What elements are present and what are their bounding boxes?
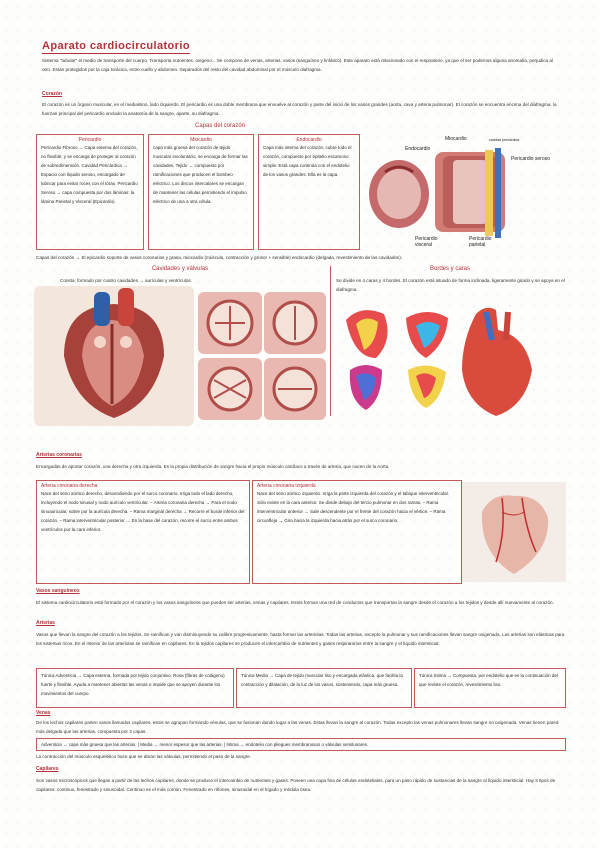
vasos-heading: Vasos sanguíneos bbox=[36, 588, 80, 594]
venas-text: De los lechos capilares parten vasos llamados capilares, estos se agrupan formando vénulas, que se fusionan dando lugar a las venas. Estas llevan la sangre al corazón. Todas excepto las venas pulmonares llevan sangre no oxigenada. Venas tienen pared más delgada que las arterias, compuesta por 3 capas. bbox=[36, 720, 559, 735]
capilares-heading: Capilares bbox=[36, 766, 59, 772]
cavidades-title: Cavidades y válvulas bbox=[151, 266, 209, 272]
arterias-text: Vasos que llevan la sangre del corazón a los tejidos. Se ramifican y van disminuyendo su calibre progresivamente, hasta formar las arteriolas. Todas las arterias, excepto la pulmonar y sus ramificaciones llevan sangre oxigenada. Las arterias son elásticas para los sistemas ricos. En el interior de las arteriolas se ramifican en capilares. En la tejidos capilares se producen el intercambio de nutrientes y gases respiratorios entre la sangre y el líquido intersticial. bbox=[36, 632, 565, 647]
tunica-intima-box bbox=[414, 668, 566, 708]
tunica-adventicia-box bbox=[36, 668, 234, 708]
heart-section-icon bbox=[34, 286, 194, 426]
pericardio-heading: Pericardio bbox=[78, 137, 102, 143]
heart-section-figure bbox=[34, 286, 194, 426]
coronaria-derecha-box bbox=[36, 480, 250, 584]
valves-image-2 bbox=[264, 292, 326, 354]
label-endocardio: Endocardio bbox=[405, 146, 431, 152]
tunica-adventicia-text: Túnica Adventicia → Capa externa, formada por tejido conjuntivo. Rosa (fibras de colágeno) fuerte y flexible. Ayuda a mantener abiertas las venas e impide que se apoyen durante los movimientos del cuerpo. bbox=[41, 673, 225, 696]
tunica-media-box bbox=[236, 668, 412, 708]
coronary-heart-icon bbox=[462, 482, 566, 582]
heart-faces-figure bbox=[336, 300, 566, 420]
label-miocardio: Miocardio bbox=[445, 136, 467, 142]
capilares-text: Son vasos microscópicos que llegan a partir de las lechos capilares, donde se produce el intercambio de nutrientes y gases. Poseen una capa fina de células endoteliales, para un paso rápido de sustancias de la sangre al líquido intersticial. Hay 3 tipos de capilares: continuo, fenestrado y sinusoidal. Continuo es el más común. Fenestrado en riñones, sinusoidal en el hígado y médula ósea. bbox=[36, 778, 556, 793]
arterias-coronarias-text: Encargadas de aportar corazón, una derecha y otra izquierda. Es la propia distribución de sangre hacia el propio músculo cardíaco a través de arteria, que nacen de la Aorta. bbox=[36, 464, 390, 469]
valve-icon bbox=[198, 358, 262, 420]
heart-layers-icon bbox=[365, 132, 565, 254]
coronaria-izquierda-heading: Arteria coronaria izquierda bbox=[257, 483, 316, 489]
arterias-heading: Arterias bbox=[36, 620, 55, 626]
venas-capas-row bbox=[36, 738, 566, 751]
label-cavidad: cavidad pericárdica bbox=[489, 138, 520, 142]
corazon-paragraph: El corazón es un órgano muscular, en el mediastino, lado izquierdo. El pericardio es una doble membrana que envuelve al corazón y parte del inicio de los vasos grandes (aorta, cava y arteria pulmonar). El corazón se encuentra encima del diafragma, la fuerzan principal del pericardio anclado la anatomía de la sangre, aparte, su diafragma. bbox=[42, 102, 557, 117]
endocardio-heading: Endocardio bbox=[296, 137, 322, 143]
capas-title: Capas del corazón bbox=[194, 123, 246, 129]
capas-footer: Capas del corazón → El epicardio soporte de vasos coronarios y grasa, miocardio (músculo, contracción y grosor + sensible) endocardio (delgada, revestimiento de las cavidades). bbox=[36, 255, 403, 260]
tunica-media-text: Túnica Media → Capa de tejido muscular liso y encargada elástica, que facilita la contracción y dilatación, de la luz de los vasos, sosteniendo, capa más gruesa. bbox=[241, 673, 403, 687]
label-pericardio-visceral: Pericardio visceral bbox=[415, 236, 438, 248]
arterias-coronarias-heading: Arterias coronarias bbox=[36, 452, 82, 458]
endocardio-box bbox=[258, 134, 360, 250]
valve-icon bbox=[264, 292, 326, 354]
cavidades-text: Consta, formado por cuatro cavidades → aurículas y ventrículos. bbox=[60, 278, 193, 283]
section-divider bbox=[330, 266, 331, 416]
pericardio-text: Pericardio Fibroso → Capa externa del corazón, no flexible, y se encarga de proteger al corazón de sobredimensión. Cavidad Pericárdica → Espacio con líquido seroso, encargado de lubricar para evitar roces con el tórax. Pericardio Seroso → capa compuesta por dos láminas: la lámina Parietal y Visceral (Epicardio). bbox=[41, 145, 138, 204]
pericardio-box bbox=[36, 134, 144, 250]
heart-layers-figure bbox=[365, 132, 565, 254]
endocardio-text: Capa más interna del corazón, cubre todo el corazón, compuesto por epitelio escamoso simple. Está capa continúa con el endotelio de los vasos grandes. Ella es la capa. bbox=[263, 145, 352, 177]
label-pericardio-parietal: Pericardio parietal bbox=[469, 236, 492, 248]
label-pericardio-seroso: Pericardio seroso bbox=[511, 156, 550, 162]
tunica-intima-text: Túnica Íntima → Compuesta, por endotelio que es la continuación del que reviste el corazón, revestimiento liso. bbox=[419, 673, 558, 687]
valves-image-4 bbox=[264, 358, 326, 420]
valves-image-3 bbox=[198, 358, 262, 420]
heart-faces-icon bbox=[336, 300, 566, 420]
vasos-text: El sistema cardiocirculatorio está formado por el corazón y los vasos sanguíneos que pueden ser arterias, venas y capilares. Estos forman una red de conductos que transportan la sangre desde el corazón a los tejidos y desde allí nuevamente al corazón. bbox=[36, 600, 554, 605]
page-title: Aparato cardiocirculatorio bbox=[42, 40, 190, 52]
coronaria-derecha-heading: Arteria coronaria derecha bbox=[41, 483, 98, 489]
bordes-title: Bordes y caras bbox=[429, 266, 471, 272]
coronaria-izquierda-box bbox=[252, 480, 462, 584]
venas-extra: La contracción del músculo esquelético hace que se abran las válvulas, permitiendo el paso de la sangre. bbox=[36, 754, 252, 759]
valves-image-1 bbox=[198, 292, 262, 354]
coronaria-derecha-text: Nace del seno aórtico derecho, descendiendo por el surco coronario. Irriga todo el lado derecho, incluyendo el nodo sinusal y nodo aurículo ventricular. – Arteria coronaria derecha → Para el nodo sinoauricular, sobre por la aurícula derecha. – Rama marginal derecha → Recorre el borde inferior del corazón. – Rama interventricular posterior → En la base del corazón, recorre el surco entre ambos ventrículos por la cara inferior. bbox=[41, 491, 245, 532]
coronary-figure bbox=[462, 482, 566, 582]
bordes-text: Se divide en 4 caras y 4 bordes. El corazón está situado de forma inclinada, ligeramente girado y se apoya en el diafragma. bbox=[336, 278, 565, 293]
miocardio-heading: Miocardio bbox=[190, 137, 212, 143]
venas-capas-text: Adventicia → capa más gruesa que las arterias. | Media → menor espesor que las arterias. | Íntima → endotelio con pliegues membranosos o válvulas semilunares. bbox=[41, 742, 369, 747]
corazon-heading: Corazón bbox=[42, 91, 62, 97]
miocardio-text: capa más gruesa del corazón de tejido muscular involuntario, se encarga de formar las cavidades. Tejido ← compuesto por ramificaciones que producen el bombeo eléctrico. Los discos intercalares se encargan de mantener las células permitiendo el impulso eléctrico de una a otra célula. bbox=[153, 145, 248, 204]
intro-paragraph: Sistema "tubular" el medio de transporte del cuerpo. Transporta nutrientes, oxígeno... Se compone de venas, arterias, vasos (sanguíneo y linfático). Este aparato está relacionado con el respiratorio, ya que el ser podemos alguna anomalía, perjudica al otro. Están protegidos por la caja torácica, entre cuello y abdomen. Separados del resto del cavidad abdominal por el músculo diafragma. bbox=[42, 58, 553, 73]
valve-icon bbox=[264, 358, 326, 420]
miocardio-box bbox=[148, 134, 254, 250]
coronaria-izquierda-text: Nace del seno aórtico izquierdo. Irriga la parte izquierda del corazón y el tabique interventricular. Sólo existe en la cara anterior. Se divide debajo del tercio pulmonar en dos ramas. – Rama interventricular anterior → Sale descendente por el frente del corazón hacia el vértice. – Rama circunfleja → Gira hacia la izquierda hacia atrás por el surco coronario. bbox=[257, 491, 450, 523]
valve-icon bbox=[198, 292, 262, 354]
venas-heading: Venas bbox=[36, 710, 51, 716]
